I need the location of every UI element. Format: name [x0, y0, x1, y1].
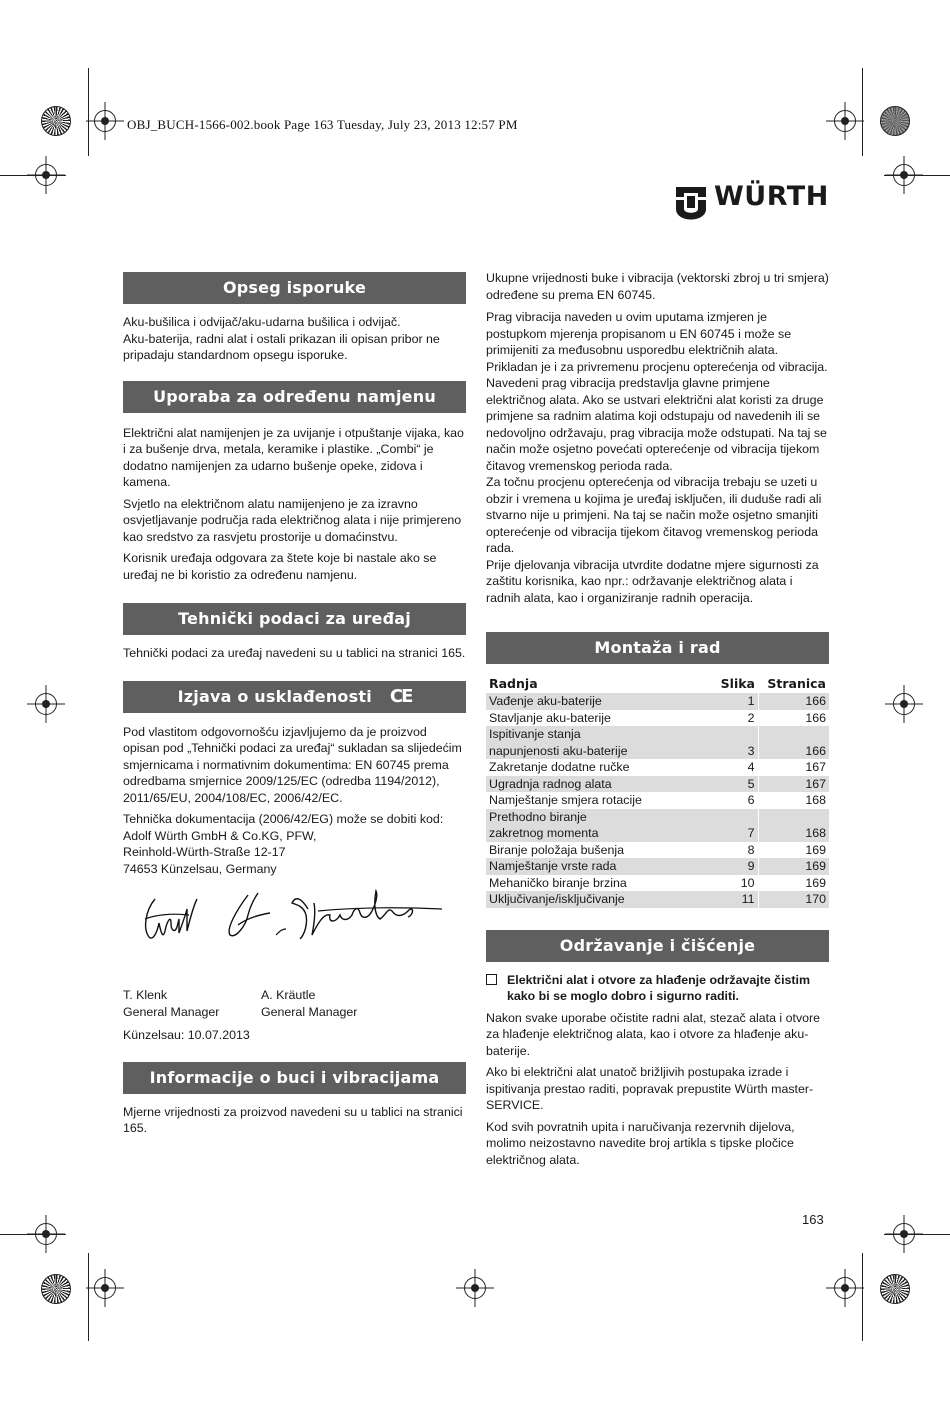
paragraph: Ukupne vrijednosti buke i vibracija (vektorski zbroj u tri smjera) određene su prema EN 60745.: [486, 271, 829, 302]
table-cell: Vađenje aku-baterije: [486, 693, 686, 710]
signature-klenk-icon: [141, 893, 203, 945]
table-cell: 169: [805, 875, 826, 890]
table-cell: Uključivanje/isključivanje: [486, 891, 686, 908]
paragraph: Prije djelovanja vibracija utvrdite dodatne mjere sigurnosti za zaštitu korisnika, kao npr.: održavanje električnog alata i radnih alata, kao i organiziranje radnih operacija.: [486, 557, 819, 605]
table-header-row: [486, 675, 829, 693]
table-row: [486, 842, 829, 859]
book-header-line: OBJ_BUCH-1566-002.book Page 163 Tuesday, July 23, 2013 12:57 PM: [127, 117, 518, 132]
table-cell: Ugradnja radnog alata: [486, 776, 686, 793]
registration-mark-icon: [35, 164, 57, 186]
table-cell: 4: [686, 759, 758, 776]
operations-table: [486, 675, 829, 908]
address-line: 74653 Künzelsau, Germany: [123, 861, 277, 876]
table-cell: Stavljanje aku-baterije: [489, 710, 611, 725]
section-heading-buka: Informacije o buci i vibracijama: [123, 1062, 466, 1094]
section-heading-odrzavanje: Održavanje i čišćenje: [486, 930, 829, 962]
registration-mark-icon: [893, 693, 915, 715]
paragraph: Ako bi električni alat unatoč brižljivih postupaka izrade i ispitivanja prestao raditi, popravak prepustite Würth master-SERVICE.: [486, 1065, 814, 1112]
paragraph: Svjetlo na električnom alatu namijenjeno je za izravno osvjetljavanje područja rada električnog alata i nije primjereno kao sredstvo za rasvjetu prostorije u domaćinstvu.: [123, 496, 462, 544]
paragraph: Korisnik uređaja odgovara za štete koje bi nastale ako se uređaj ne bi koristio za određenu namjenu.: [123, 551, 437, 582]
color-bar-star-icon: [41, 106, 71, 136]
table-cell: 166: [758, 726, 829, 759]
registration-mark-icon: [834, 110, 856, 132]
left-column: [123, 270, 466, 1137]
paragraph: Za točnu procjenu opterećenja od vibracija trebaju se uzeti u obzir i vremena u kojima je uređaj isključen, ili duduše radi ali stvarno nije u primjeni. Na taj se način može osjetno smanjiti opterećenje od vibracija tijekom čitavog vremenskog perioda rada.: [486, 475, 822, 555]
column-header: Slika: [720, 675, 755, 691]
table-cell: 9: [686, 858, 758, 875]
signatory-role: General Manager: [261, 1004, 358, 1019]
table-row: [486, 710, 829, 727]
paragraph: Navedeni prag vibracija predstavlja glavne primjene električnog alata. Ako se ustvari električni alat koristi za druge primjene sa radnim alatima koji odstupaju od navedenih ili se nedovoljno održavaju, prag vibracija može odstupati. Na taj se način može osjetno povećati opterećenje od vibracija tijekom čitavog vremenskog perioda rada.: [486, 376, 827, 473]
paragraph: Mjerne vrijednosti za proizvod navedeni su u tablici na stranici 165.: [123, 1104, 463, 1135]
section-heading-opseg: Opseg isporuke: [123, 272, 466, 304]
table-cell: 168: [758, 809, 829, 842]
registration-mark-icon: [464, 1277, 486, 1299]
color-bar-star-icon: [41, 1274, 71, 1304]
place-date: Künzelsau: 10.07.2013: [123, 1028, 250, 1042]
wurth-logo-icon: [676, 187, 706, 221]
section-heading-uporaba: Uporaba za određenu namjenu: [123, 381, 466, 413]
table-row: [486, 891, 829, 908]
signatory-name: A. Kräutle: [261, 988, 316, 1002]
table-row: [486, 809, 829, 842]
registration-mark-icon: [94, 110, 116, 132]
table-cell: 170: [758, 891, 829, 908]
section-heading-tehnicki: Tehnički podaci za uređaj: [123, 603, 466, 635]
logo-text: WÜRTH: [714, 181, 829, 212]
registration-mark-icon: [893, 1223, 915, 1245]
table-cell: 166: [805, 710, 826, 725]
signature-kraeutle-icon: [218, 885, 448, 947]
paragraph: Električni alat namijenjen je za uvijanje i otpuštanje vijaka, kao i za bušenje drva, metala, keramike i plastike. „Combi“ je dodatno namijenjen za udarno bušenje opeke, zidova i kamena.: [123, 425, 464, 489]
page-number: 163: [802, 1212, 824, 1227]
section-heading-montaza: Montaža i rad: [486, 632, 829, 664]
table-cell: 167: [758, 776, 829, 793]
heading-text: Izjava o usklađenosti: [177, 686, 372, 706]
wurth-logo: [676, 181, 836, 223]
address-line: Reinhold-Würth-Straße 12-17: [123, 845, 286, 859]
table-cell: 11: [686, 891, 758, 908]
table-cell: Prethodno biranje zakretnog momenta: [486, 809, 686, 842]
table-cell: 6: [686, 792, 758, 809]
paragraph: Tehnička dokumentacija (2006/42/EG) može se dobiti kod:: [123, 812, 444, 826]
registration-mark-icon: [94, 1277, 116, 1299]
table-cell: 8: [686, 842, 758, 859]
signatory-name: T. Klenk: [123, 988, 168, 1002]
registration-mark-icon: [834, 1277, 856, 1299]
checkbox-bullet-icon: [486, 974, 497, 985]
column-header: Radnja: [489, 675, 538, 691]
table-row: [486, 792, 829, 809]
table-cell: Namještanje smjera rotacije: [489, 793, 642, 807]
table-row: [486, 875, 829, 892]
section-heading-izjava: [123, 681, 466, 713]
ce-mark-icon: CE: [389, 685, 412, 707]
table-row: [486, 858, 829, 875]
table-cell: Namještanje vrste rada: [486, 858, 686, 875]
table-cell: Biranje položaja bušenja: [489, 842, 625, 857]
table-cell: 168: [805, 793, 826, 807]
paragraph: Kod svih povratnih upita i naručivanja rezervnih dijelova, molimo neizostavno navedite broj artikla s tipske pločice električnog alata.: [486, 1119, 795, 1167]
paragraph: Nakon svake uporabe očistite radni alat, stezač alata i otvore za hlađenje električnog alata, kao i otvore za hlađenje aku-baterije.: [486, 1010, 821, 1058]
paragraph: Pod vlastitom odgovornošću izjavljujemo da je proizvod opisan pod „Tehnički podaci za uređaj“ sukladan sa slijedećim smjernicama i normativnim dokumentima: EN 60745 prema odredbama smjernice 2009/125/EC (odredba 1194/2012), 2011/65/EU, 2004/108/EC, 2006/42/EC.: [123, 724, 462, 805]
table-row: [486, 726, 829, 759]
paragraph: Tehnički podaci za uređaj navedeni su u tablici na stranici 165.: [123, 646, 466, 660]
table-cell: 2: [686, 710, 758, 727]
registration-mark-icon: [35, 693, 57, 715]
table-cell: 169: [805, 842, 826, 857]
table-cell: 7: [686, 809, 758, 842]
registration-mark-icon: [893, 164, 915, 186]
signatories: [123, 987, 466, 1020]
table-cell: Zakretanje dodatne ručke: [489, 760, 630, 774]
table-row: [486, 693, 829, 710]
table-row: [486, 776, 829, 793]
maintenance-bold-item: [486, 972, 829, 1005]
column-header: Stranica: [767, 675, 826, 691]
table-cell: Mehaničko biranje brzina: [489, 875, 627, 890]
table-cell: 3: [686, 726, 758, 759]
table-cell: 1: [686, 693, 758, 710]
paragraph: Prag vibracija naveden u ovim uputama izmjeren je postupkom mjerenja propisanom u EN 60745 i može se primijeniti za međusobnu usporedbu električnih alata. Prikladan je i za privremenu procjenu opterećenja od vibracija.: [486, 310, 828, 374]
registration-mark-icon: [35, 1223, 57, 1245]
table-cell: 5: [686, 776, 758, 793]
bold-text: Električni alat i otvore za hlađenje održavajte čistim kako bi se moglo dobro i sigurno raditi.: [507, 972, 810, 1003]
table-cell: 167: [805, 760, 826, 774]
signatures-area: [123, 877, 466, 987]
paragraph: Aku-bušilica i odvijač/aku-udarna bušilica i odvijač.: [123, 315, 401, 329]
color-bar-star-icon: [880, 1274, 910, 1304]
table-cell: Ispitivanje stanja napunjenosti aku-baterije: [486, 726, 686, 759]
address-line: Adolf Würth GmbH & Co.KG, PFW,: [123, 828, 317, 843]
table-cell: 10: [686, 875, 758, 892]
color-bar-star-icon: [880, 106, 910, 136]
table-cell: 166: [758, 693, 829, 710]
paragraph: Aku-baterija, radni alat i ostali prikazan ili opisan pribor ne pripadaju standardnom opsegu isporuke.: [123, 331, 440, 362]
right-column: [486, 270, 829, 1168]
signatory-role: General Manager: [123, 1004, 220, 1019]
table-row: [486, 759, 829, 776]
table-cell: 169: [758, 858, 829, 875]
